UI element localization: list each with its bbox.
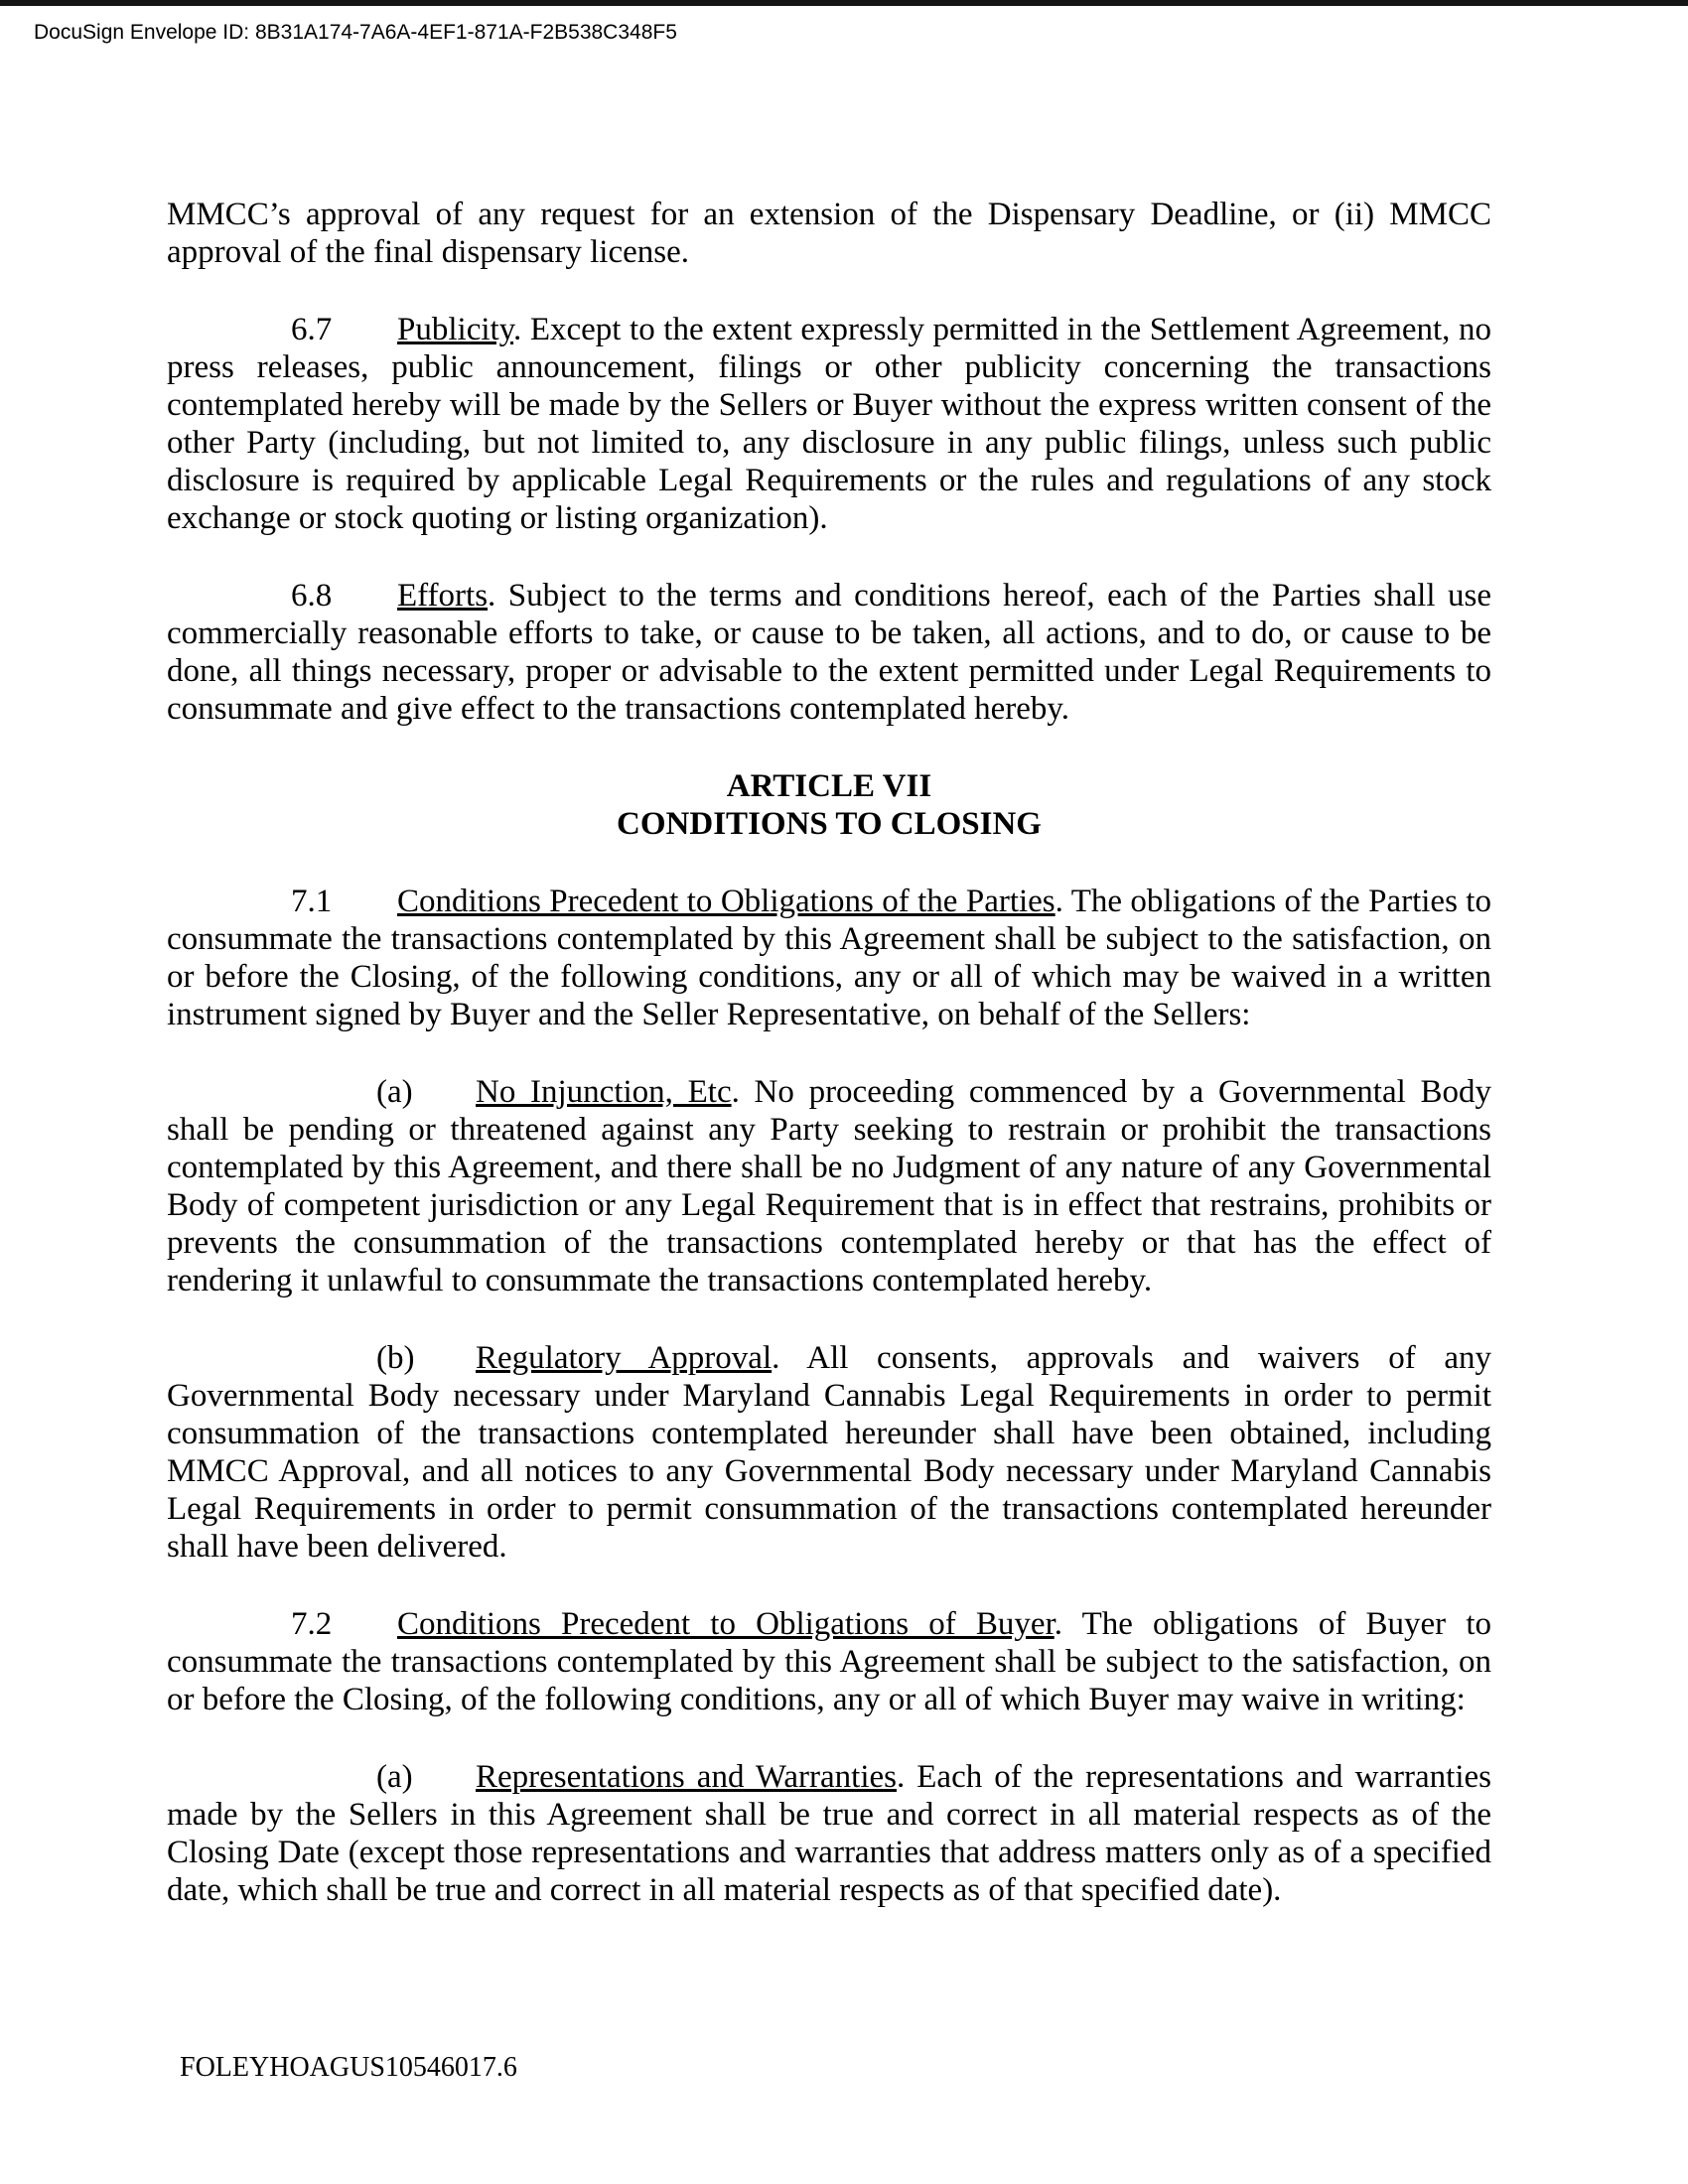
section-6-8 <box>167 577 1491 728</box>
footer-document-id: FOLEYHOAGUS10546017.6 <box>180 2052 517 2083</box>
clause-7-2-a <box>167 1758 1491 1909</box>
section-title: Publicity <box>397 312 514 347</box>
section-7-2 <box>167 1605 1491 1718</box>
clause-label: (a) <box>376 1759 413 1795</box>
article-heading-line2: CONDITIONS TO CLOSING <box>617 806 1042 842</box>
clause-text: . No proceeding commenced by a Governmental Body shall be pending or threatened against any Party seeking to restrain or prohibit the transactions contemplated by this Agreement, and there shall be no Judgment of any nature of any Governmental Body of competent jurisdiction or any Legal Requirement that is in effect that restrains, prohibits or prevents the consummation of the transactions contemplated hereby or that has the effect of rendering it unlawful to consummate the transactions contemplated hereby. <box>167 1074 1491 1298</box>
page-top-edge <box>0 0 1688 6</box>
section-6-7 <box>167 311 1491 537</box>
section-number: 7.2 <box>291 1606 333 1642</box>
section-text: . Subject to the terms and conditions hereof, each of the Parties shall use commercially reasonable efforts to take, or cause to be taken, all actions, and to do, or cause to be done, all things necessary, proper or advisable to the extent permitted under Legal Requirements to consummate and give effect to the transactions contemplated hereby. <box>167 578 1491 727</box>
clause-7-1-b <box>167 1339 1491 1566</box>
clause-title: Regulatory Approval <box>476 1340 773 1376</box>
section-title: Conditions Precedent to Obligations of Buyer <box>397 1606 1055 1642</box>
clause-label: (a) <box>376 1074 413 1110</box>
docusign-envelope-id: DocuSign Envelope ID: 8B31A174-7A6A-4EF1-871A-F2B538C348F5 <box>34 21 677 44</box>
article-heading-line1: ARTICLE VII <box>726 768 932 804</box>
section-7-1 <box>167 883 1491 1033</box>
clause-text: . All consents, approvals and waivers of any Governmental Body necessary under Maryland Cannabis Legal Requirements in order to permit consummation of the transactions contemplated hereunder shall have been obtained, including MMCC Approval, and all notices to any Governmental Body necessary under Maryland Cannabis Legal Requirements in order to permit consummation of the transactions contemplated hereunder shall have been delivered. <box>167 1340 1491 1565</box>
section-title: Conditions Precedent to Obligations of the Parties <box>397 884 1055 919</box>
clause-title: Representations and Warranties <box>476 1759 897 1795</box>
section-text: . Except to the extent expressly permitted in the Settlement Agreement, no press releases, public announcement, filings or other publicity concerning the transactions contemplated hereby will be made by the Sellers or Buyer without the express written consent of the other Party (including, but not limited to, any disclosure in any public filings, unless such public disclosure is required by applicable Legal Requirements or the rules and regulations of any stock exchange or stock quoting or listing organization). <box>167 312 1491 536</box>
section-title: Efforts <box>397 578 489 614</box>
paragraph-continuation: MMCC’s approval of any request for an extension of the Dispensary Deadline, or (ii) MMCC approval of the final dispensary license. <box>167 197 1491 270</box>
section-number: 6.8 <box>291 578 333 614</box>
section-number: 6.7 <box>291 312 333 347</box>
section-text: . The obligations of the Parties to consummate the transactions contemplated by this Agreement shall be subject to the satisfaction, on or before the Closing, of the following conditions, any or all of which may be waived in a written instrument signed by Buyer and the Seller Representative, on behalf of the Sellers: <box>167 884 1491 1032</box>
section-number: 7.1 <box>291 884 333 919</box>
clause-title: No Injunction, Etc <box>476 1074 732 1110</box>
section-text: . The obligations of Buyer to consummate the transactions contemplated by this Agreement shall be subject to the satisfaction, on or before the Closing, of the following conditions, any or all of which Buyer may waive in writing: <box>167 1606 1491 1717</box>
clause-7-1-a <box>167 1073 1491 1299</box>
article-vii-heading <box>167 767 1491 843</box>
clause-text: . Each of the representations and warranties made by the Sellers in this Agreement shall be true and correct in all material respects as of the Closing Date (except those representations and warranties that address matters only as of a specified date, which shall be true and correct in all material respects as of that specified date). <box>167 1759 1492 1908</box>
clause-label: (b) <box>376 1340 415 1376</box>
document-body <box>167 196 1491 1949</box>
